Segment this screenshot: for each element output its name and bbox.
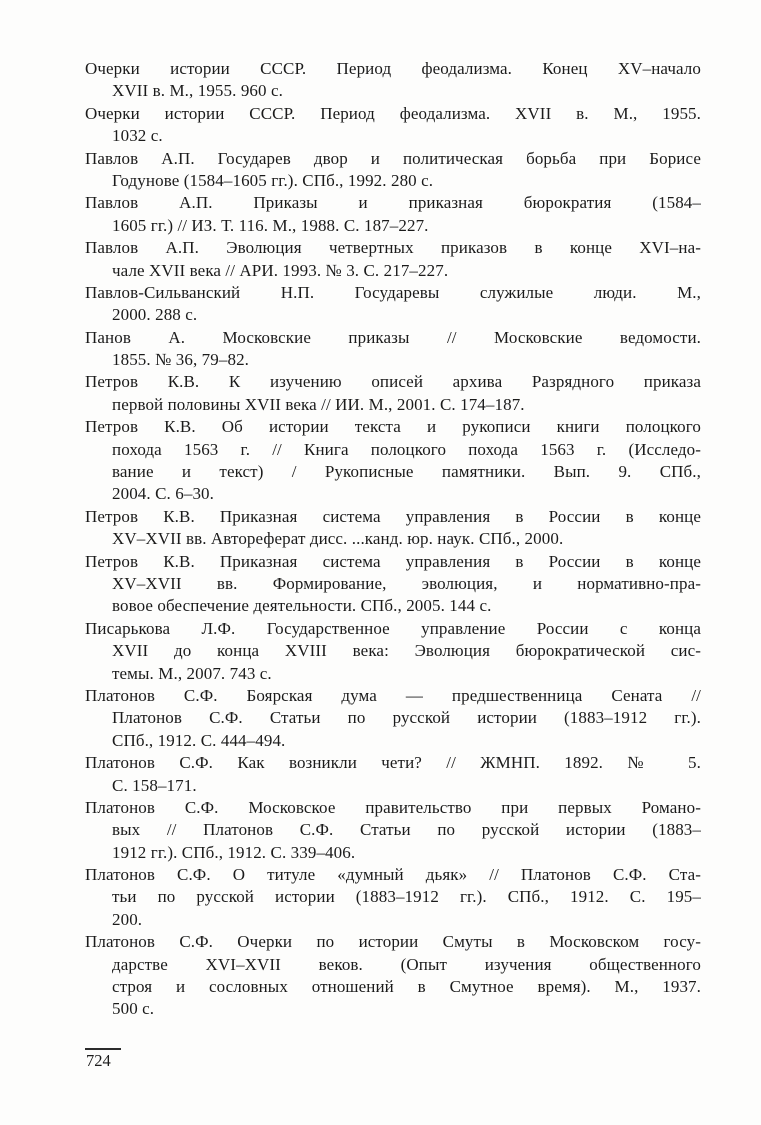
entry-line: 1855. № 36, 79–82. [112,350,250,370]
entry-line: тьи по русской истории (1883–1912 гг.). СПб., 1912. С. 195– [112,887,701,907]
entry-line: Павлов-Сильванский Н.П. Государевы служилые люди. М., [85,282,701,302]
entry-line: 200. [112,909,143,929]
bibliography-entry [85,327,701,372]
entry-line: Петров К.В. К изучению описей архива Разрядного приказа [85,372,701,392]
entry-line: XVII до конца XVIII века: Эволюция бюрократической сис- [112,641,701,661]
entry-line: СПб., 1912. С. 444–494. [112,730,286,750]
bibliography-entry [85,752,701,797]
entry-line: Петров К.В. Об истории текста и рукописи книги полоцкого [85,417,701,437]
entry-line: вовое обеспечение деятельности. СПб., 2005. 144 с. [112,596,492,616]
entry-line: первой половины XVII века // ИИ. М., 2001. С. 174–187. [112,394,525,414]
bibliography-entry [85,416,701,506]
entry-line: вых // Платонов С.Ф. Статьи по русской истории (1883– [112,820,701,840]
entry-line: XV–XVII вв. Формирование, эволюция, и нормативно-пра- [112,573,701,593]
entry-line: 1032 с. [112,126,163,146]
entry-line: Очерки истории СССР. Период феодализма. XVII в. М., 1955. [85,103,701,123]
entry-line: XVII в. М., 1955. 960 с. [112,81,283,101]
entry-line: Платонов С.Ф. Статьи по русской истории (1883–1912 гг.). [112,708,701,728]
entry-line: Платонов С.Ф. О титуле «думный дьяк» // Платонов С.Ф. Ста- [85,865,701,885]
entry-line: темы. М., 2007. 743 с. [112,663,272,683]
bibliography-entry [85,192,701,237]
entry-line: Платонов С.Ф. Московское правительство при первых Романо- [85,797,701,817]
bibliography-entry [85,58,701,103]
page-footer [85,1048,121,1071]
bibliography-entry [85,864,701,931]
bibliography-entry [85,931,701,1021]
entry-line: С. 158–171. [112,775,197,795]
entry-line: 2004. С. 6–30. [112,484,214,504]
entry-line: 500 с. [112,999,155,1019]
entry-line: Павлов А.П. Эволюция четвертных приказов в конце XVI–на- [85,238,701,258]
entry-line: дарстве XVI–XVII веков. (Опыт изучения общественного [112,954,701,974]
bibliography-list [85,58,701,1021]
entry-line: Платонов С.Ф. Как возникли чети? // ЖМНП. 1892. № 5. [85,753,701,773]
entry-line: похода 1563 г. // Книга полоцкого похода 1563 г. (Исследо- [112,439,701,459]
entry-line: строя и сословных отношений в Смутное время). М., 1937. [112,977,701,997]
bibliography-entry [85,148,701,193]
entry-line: Писарькова Л.Ф. Государственное управление России с конца [85,618,701,638]
entry-line: 2000. 288 с. [112,305,198,325]
entry-line: Годунове (1584–1605 гг.). СПб., 1992. 280 с. [112,170,434,190]
bibliography-entry [85,551,701,618]
entry-line: вание и текст) / Рукописные памятники. Вып. 9. СПб., [112,462,701,482]
entry-line: Очерки истории СССР. Период феодализма. Конец XV–начало [85,59,701,78]
entry-line: 1605 гг.) // ИЗ. Т. 116. М., 1988. С. 187–227. [112,215,429,235]
bibliography-entry [85,506,701,551]
bibliography-entry [85,797,701,864]
bibliography-entry [85,103,701,148]
bibliography-entry [85,237,701,282]
entry-line: Павлов А.П. Государев двор и политическая борьба при Борисе [85,148,701,168]
entry-line: Платонов С.Ф. Боярская дума — предшественница Сената // [85,685,701,705]
page-number: 724 [85,1048,121,1071]
entry-line: Петров К.В. Приказная система управления в России в конце [85,551,701,571]
bibliography-entry [85,282,701,327]
entry-line: Панов А. Московские приказы // Московские ведомости. [85,327,701,347]
bibliography-entry [85,618,701,685]
entry-line: Павлов А.П. Приказы и приказная бюрократия (1584– [85,193,701,213]
entry-line: чале XVII века // АРИ. 1993. № 3. С. 217–227. [112,260,449,280]
bibliography-entry [85,371,701,416]
entry-line: XV–XVII вв. Автореферат дисс. ...канд. юр. наук. СПб., 2000. [112,529,564,549]
bibliography-entry [85,685,701,752]
entry-line: Платонов С.Ф. Очерки по истории Смуты в Московском госу- [85,932,701,952]
entry-line: Петров К.В. Приказная система управления в России в конце [85,506,701,526]
entry-line: 1912 гг.). СПб., 1912. С. 339–406. [112,842,356,862]
